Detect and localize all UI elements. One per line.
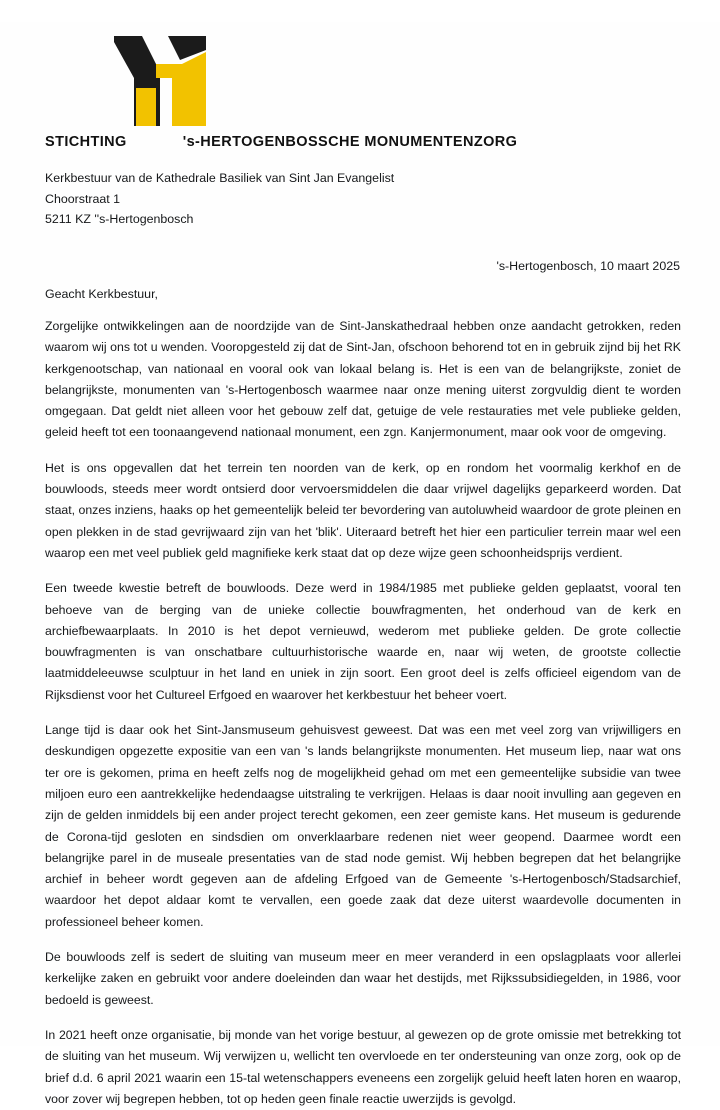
letterhead xyxy=(0,22,720,150)
letter-body xyxy=(45,316,681,1110)
paragraph-1: Zorgelijke ontwikkelingen aan de noordzijde van de Sint-Janskathedraal hebben onze aandacht getrokken, reden waarom wij ons tot u wenden. Vooropgesteld zij dat de Sint-Jan, ofschoon behorend tot en in gebruik zijnd bij het RK kerkgenootschap, van nationaal en vooral ook van lokaal belang is. Het is een van de belangrijkste, zoniet de belangrijkste, monumenten van 's-Hertogenbosch waarmee naar onze mening uiterst zorgvuldig dient te worden omgegaan. Dat geldt niet alleen voor het gebouw zelf dat, getuige de vele restauraties met vele publieke gelden, geleid heeft tot een toonaangevend nationaal monument, een zgn. Kanjermonument, maar ook voor de omgeving. xyxy=(45,319,681,440)
paragraph-3: Een tweede kwestie betreft de bouwloods. Deze werd in 1984/1985 met publieke gelden geplaatst, vooral ten behoeve van de berging van de unieke collectie bouwfragmenten, het onderhoud van de kerk en archiefbewaarplaats. In 2010 is het depot vernieuwd, wederom met publieke gelden. De grote collectie bouwfragmenten is van onschatbare cultuurhistorische waarde en, naar wij weten, de grootste collectie laatmiddeleeuwse sculptuur in het land en uniek in zijn soort. Een groot deel is zelfs officieel eigendom van de Rijksdienst voor het Cultureel Erfgoed en waarover het kerkbestuur het beheer voert. xyxy=(45,581,681,702)
address-line-2: Choorstraat 1 xyxy=(45,191,121,206)
address-line-3: 5211 KZ ''s-Hertogenbosch xyxy=(45,212,194,226)
place-and-date: 's-Hertogenbosch, 10 maart 2025 xyxy=(496,259,680,273)
stichting-monumentenzorg-logo-icon xyxy=(112,30,208,126)
recipient-address xyxy=(45,168,394,230)
organization-title xyxy=(45,134,685,150)
letter-page xyxy=(0,22,720,1106)
organization-prefix: STICHTING xyxy=(45,134,127,150)
address-line-1: Kerkbestuur van de Kathedrale Basiliek van Sint Jan Evangelist xyxy=(45,171,395,185)
paragraph-5: De bouwloods zelf is sedert de sluiting van museum meer en meer veranderd in een opslagplaats voor allerlei kerkelijke zaken en gebruikt voor andere doeleinden dan waar het destijds, met Rijkssubsidiegelden, in 1986, voor bedoeld is geweest. xyxy=(45,950,681,1007)
paragraph-6: In 2021 heeft onze organisatie, bij monde van het vorige bestuur, al gewezen op de grote omissie met betrekking tot de sluiting van het museum. Wij verwijzen u, wellicht ten overvloede en ter ondersteuning van onze zorg, ook op de brief d.d. 6 april 2021 waarin een 15-tal wetenschappers eveneens een zorgelijk geluid heeft laten horen en waarop, voor zover wij begrepen hebben, tot op heden geen finale reactie uwerzijds is gevolgd. xyxy=(45,1027,681,1106)
salutation: Geacht Kerkbestuur, xyxy=(45,287,158,301)
organization-name: 's-HERTOGENBOSSCHE MONUMENTENZORG xyxy=(182,134,518,150)
paragraph-2: Het is ons opgevallen dat het terrein ten noorden van de kerk, op en rondom het voormalig kerkhof en de bouwloods, steeds meer wordt ontsierd door vervoersmiddelen die daar vrijwel dagelijks geparkeerd worden. Dat staat, onzes inziens, haaks op het gemeentelijk beleid ter bevordering van autoluwheid waardoor de grote pleinen en open plekken in de stad gevrijwaard zijn van het 'blik'. Uiteraard betreft het hier een particulier terrein maar wel een waarop een met veel publiek geld magnifieke kerk staat dat op deze wijze geen schoonheidsprijs verdient. xyxy=(45,460,681,560)
paragraph-4: Lange tijd is daar ook het Sint-Jansmuseum gehuisvest geweest. Dat was een met veel zorg van vrijwilligers en deskundigen opgezette expositie van een van 's lands belangrijkste monumenten. Het museum liep, naar wat ons ter ore is gekomen, prima en heeft zelfs nog de mogelijkheid gehad om met een gemeentelijke subsidie van twee miljoen euro een aantrekkelijke hedendaagse uitstraling te verkrijgen. Helaas is daar nooit invulling aan gegeven en zijn de gelden inmiddels bij een ander project terecht gekomen, een zeer gemiste kans. Het museum is gedurende de Corona-tijd gesloten en sindsdien om onverklaarbare redenen niet weer geopend. Daarmee wordt een belangrijke parel in de museale presentaties van de stad node gemist. Wij hebben begrepen dat het belangrijke archief in beheer wordt gegeven aan de afdeling Erfgoed van de Gemeente 's-Hertogenbosch/Stadsarchief, waardoor het depot aldaar komt te vervallen, een goede zaak dat deze uiterst waardevolle documenten in professioneel beheer komen. xyxy=(45,723,681,929)
